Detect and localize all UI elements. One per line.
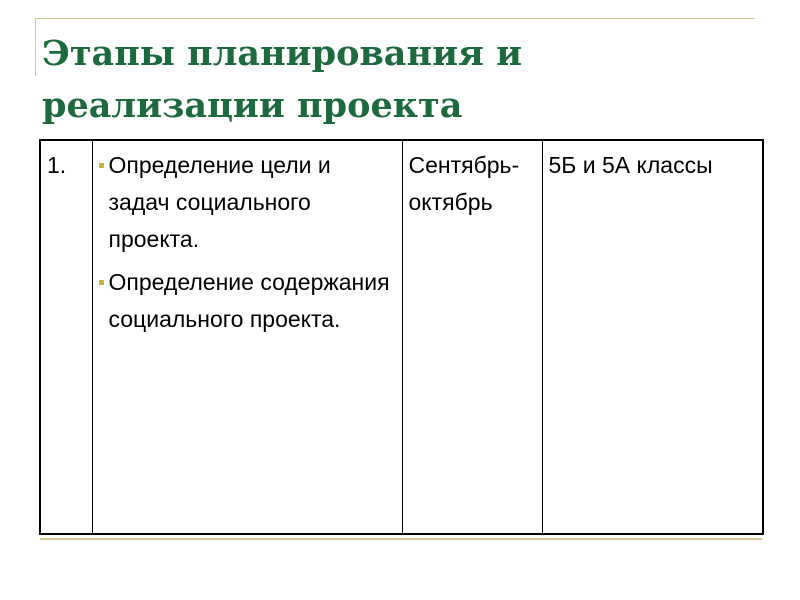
tasks-cell [92,140,402,534]
table-row [40,140,763,534]
task-text: Определение содержания социального проекта. [108,269,390,332]
row-number-cell [40,140,92,534]
decor-bottom-line [40,538,762,540]
square-bullet-icon [99,280,104,285]
list-item [99,147,396,258]
row-number: 1. [47,152,67,178]
participants-cell [542,140,763,534]
list-item [99,264,396,338]
period-text: Сентябрь-октябрь [408,152,520,215]
tasks-list [99,147,396,338]
task-text: Определение цели и задач социального проекта. [108,152,331,252]
slide-title: Этапы планирования и реализации проекта [42,33,523,126]
decor-top-line [35,18,755,19]
participants-text: 5Б и 5А классы [548,152,713,178]
square-bullet-icon [99,163,104,168]
period-cell [402,140,542,534]
decor-left-line [35,18,36,76]
plan-table [39,139,764,535]
